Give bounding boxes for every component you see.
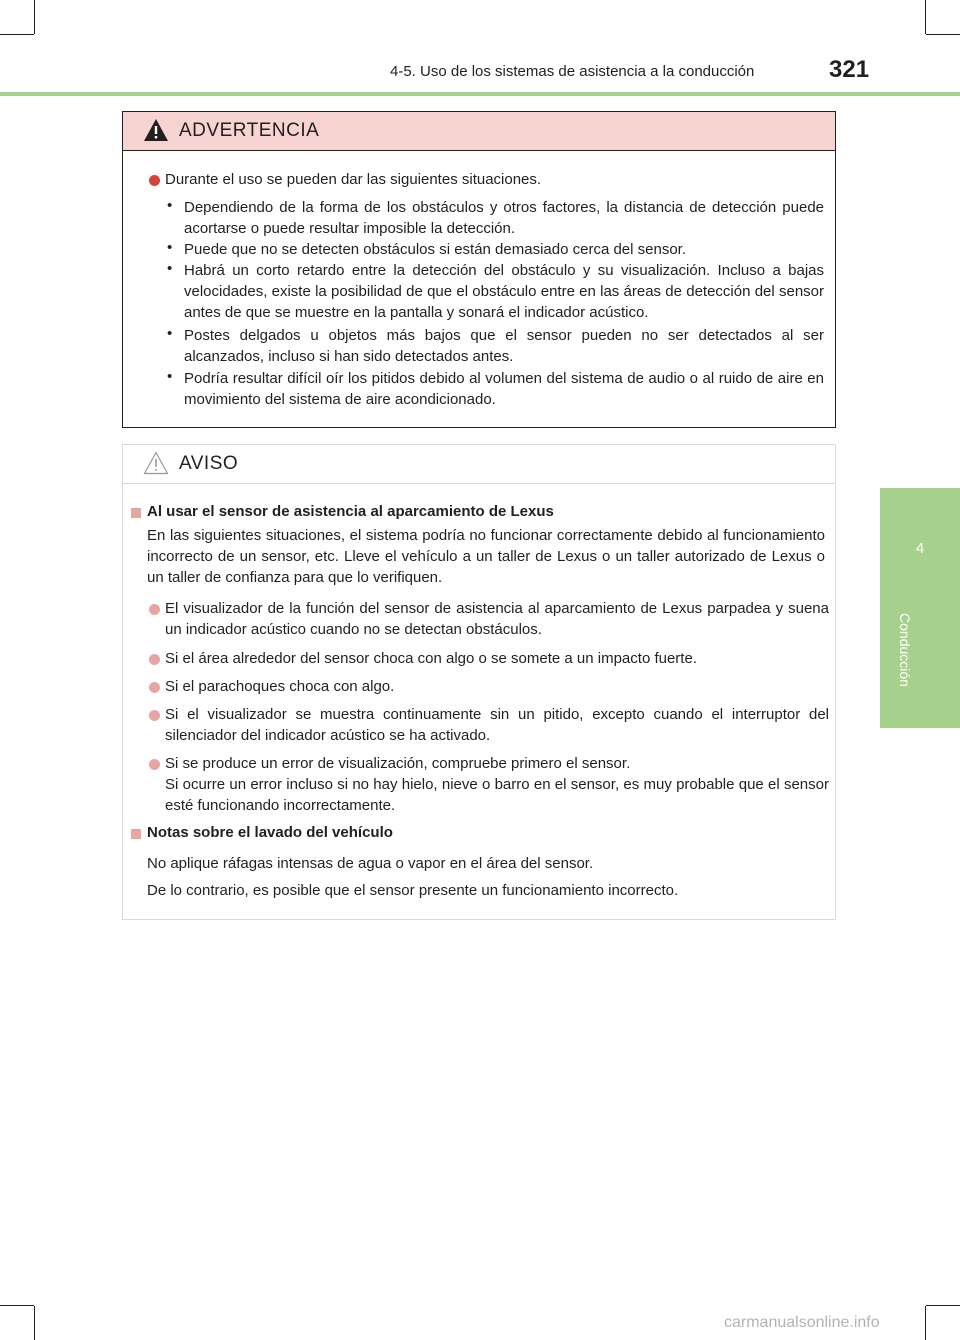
bullet-dot: • bbox=[167, 260, 173, 277]
warning-box bbox=[122, 111, 836, 428]
crop-mark bbox=[34, 1306, 35, 1340]
notice-item-line: Si se produce un error de visualización, compruebe primero el sensor. bbox=[165, 755, 631, 772]
bullet-disc-icon bbox=[149, 175, 160, 186]
warning-item: Postes delgados u objetos más bajos que el sensor pueden no ser detectados al ser alcanzados, incluso si han sido detectados antes. bbox=[184, 327, 824, 365]
bullet-dot: • bbox=[167, 239, 173, 256]
bullet-dot: • bbox=[167, 368, 173, 385]
warning-triangle-icon bbox=[143, 118, 169, 142]
bullet-disc-icon bbox=[149, 759, 160, 770]
section-square-icon bbox=[131, 508, 141, 518]
section-title: 4-5. Uso de los sistemas de asistencia a la conducción bbox=[390, 63, 755, 80]
section-body: En las siguientes situaciones, el sistema podría no funcionar correctamente debido al funcionamiento incorrecto de un sensor, etc. Lleve el vehículo a un taller de Lexus o un taller autorizado de Lexus o un taller de confianza para que lo verifiquen. bbox=[147, 527, 825, 586]
crop-mark bbox=[925, 1306, 926, 1340]
notice-item: El visualizador de la función del sensor de asistencia al aparcamiento de Lexus parpadea y suena un indicador acústico cuando no se detectan obstáculos. bbox=[165, 600, 829, 638]
section-body: No aplique ráfagas intensas de agua o vapor en el área del sensor. bbox=[147, 855, 594, 872]
crop-mark bbox=[0, 1305, 34, 1306]
crop-mark bbox=[925, 0, 926, 34]
warning-item: Puede que no se detecten obstáculos si están demasiado cerca del sensor. bbox=[184, 241, 686, 258]
warning-header bbox=[123, 112, 835, 151]
crop-mark bbox=[0, 34, 34, 35]
warning-item: Habrá un corto retardo entre la detección del obstáculo y su visualización. Incluso a bajas velocidades, existe la posibilidad de que el obstáculo entre en las áreas de detección del sensor antes de que se muestre en la pantalla y sonará el indicador acústico. bbox=[184, 262, 824, 321]
crop-mark bbox=[34, 0, 35, 34]
section-body: De lo contrario, es posible que el sensor presente un funcionamiento incorrecto. bbox=[147, 882, 679, 899]
crop-mark bbox=[926, 1305, 960, 1306]
notice-box bbox=[122, 444, 836, 920]
bullet-disc-icon bbox=[149, 654, 160, 665]
notice-item: Si el parachoques choca con algo. bbox=[165, 678, 395, 695]
bullet-disc-icon bbox=[149, 604, 160, 615]
watermark: carmanualsonline.info bbox=[724, 1314, 880, 1331]
notice-item: Si el área alrededor del sensor choca con algo o se somete a un impacto fuerte. bbox=[165, 650, 697, 667]
warning-intro: Durante el uso se pueden dar las siguientes situaciones. bbox=[165, 171, 542, 188]
crop-mark bbox=[926, 34, 960, 35]
section-square-icon bbox=[131, 829, 141, 839]
bullet-dot: • bbox=[167, 197, 173, 214]
section-heading: Notas sobre el lavado del vehículo bbox=[147, 824, 393, 841]
page-number: 321 bbox=[829, 56, 870, 83]
warning-item: Podría resultar difícil oír los pitidos debido al volumen del sistema de audio o al ruido de aire en movimiento del sistema de aire acondicionado. bbox=[184, 370, 824, 408]
caution-triangle-icon bbox=[143, 451, 169, 475]
chapter-tab bbox=[880, 488, 960, 728]
chapter-label: Conducción bbox=[897, 613, 913, 687]
notice-title: AVISO bbox=[179, 453, 239, 474]
header-rule bbox=[0, 92, 960, 96]
warning-item: Dependiendo de la forma de los obstáculos y otros factores, la distancia de detección puede acortarse o puede resultar imposible la detección. bbox=[184, 199, 824, 237]
warning-title: ADVERTENCIA bbox=[179, 120, 320, 141]
bullet-disc-icon bbox=[149, 710, 160, 721]
notice-item-line: Si ocurre un error incluso si no hay hielo, nieve o barro en el sensor, es muy probable que el sensor esté funcionando incorrectamente. bbox=[165, 776, 829, 814]
section-heading: Al usar el sensor de asistencia al aparcamiento de Lexus bbox=[147, 503, 554, 520]
bullet-disc-icon bbox=[149, 682, 160, 693]
chapter-number: 4 bbox=[915, 540, 925, 557]
notice-item: Si el visualizador se muestra continuamente sin un pitido, excepto cuando el interruptor del silenciador del indicador acústico se ha activado. bbox=[165, 706, 829, 744]
notice-header bbox=[123, 445, 835, 484]
bullet-dot: • bbox=[167, 325, 173, 342]
